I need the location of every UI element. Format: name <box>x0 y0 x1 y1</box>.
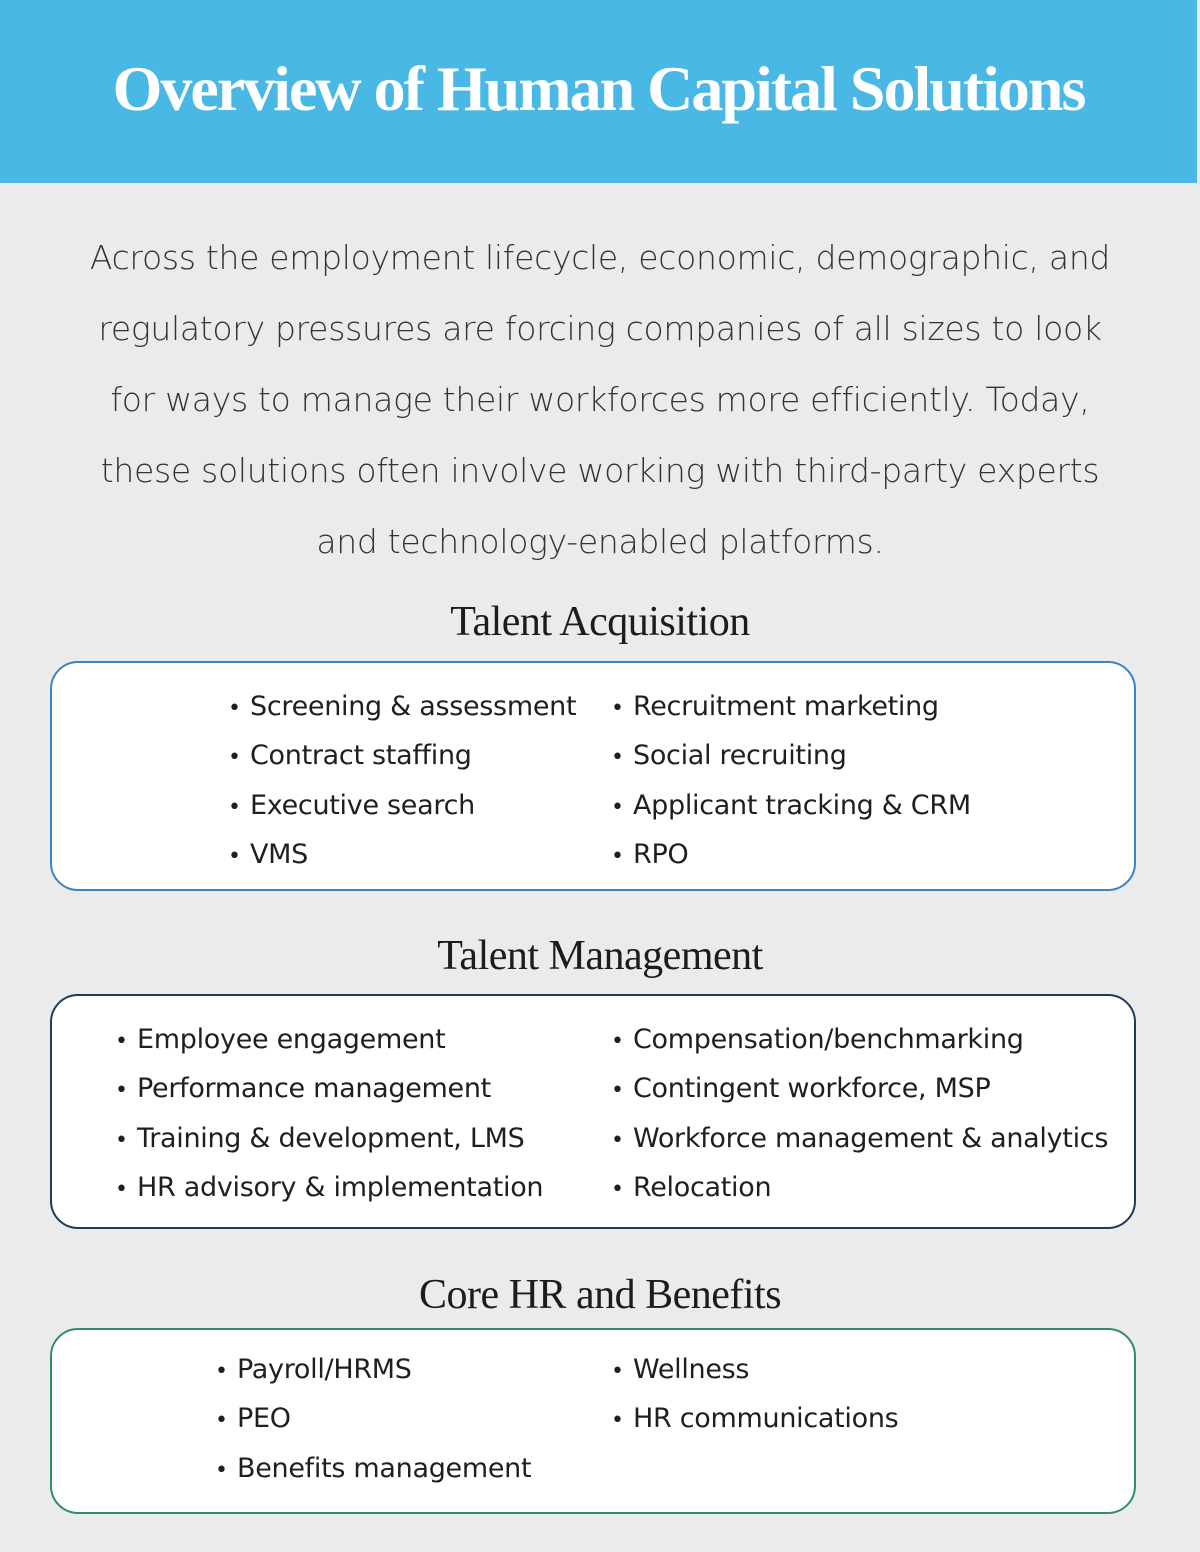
bullet-icon: • <box>611 1127 624 1153</box>
list-item: • VMS <box>228 831 576 880</box>
intro-paragraph <box>70 222 1130 577</box>
core-hr-left-list <box>215 1346 531 1494</box>
intro-line: these solutions often involve working with third-party experts <box>100 451 1100 490</box>
bullet-icon: • <box>228 843 241 869</box>
bullet-icon: • <box>611 1078 624 1104</box>
list-item: • Workforce management & analytics <box>611 1115 1108 1164</box>
bullet-icon: • <box>611 1176 624 1202</box>
list-item: • HR communications <box>611 1395 898 1444</box>
talent-management-right-list <box>611 1016 1108 1213</box>
bullet-icon: • <box>611 1359 624 1384</box>
list-item: • Performance management <box>115 1065 543 1114</box>
section-title-core-hr-benefits: Core HR and Benefits <box>418 1272 782 1318</box>
intro-line: regulatory pressures are forcing companies of all sizes to look <box>98 309 1102 348</box>
bullet-icon: • <box>115 1176 128 1202</box>
section-title-talent-acquisition: Talent Acquisition <box>450 599 750 645</box>
core-hr-right-list <box>611 1346 898 1445</box>
list-item: • Applicant tracking & CRM <box>611 782 971 831</box>
talent-acquisition-right-list <box>611 683 971 880</box>
list-item: • Payroll/HRMS <box>215 1346 531 1395</box>
bullet-icon: • <box>611 794 624 820</box>
bullet-icon: • <box>115 1078 128 1104</box>
intro-line: and technology-enabled platforms. <box>316 522 884 561</box>
bullet-icon: • <box>215 1359 228 1384</box>
bullet-icon: • <box>611 745 624 771</box>
page-title: Overview of Human Capital Solutions <box>112 52 1085 124</box>
list-item: • Screening & assessment <box>228 683 576 732</box>
bullet-icon: • <box>611 843 624 869</box>
intro-line: for ways to manage their workforces more efficiently. Today, <box>110 380 1090 419</box>
bullet-icon: • <box>215 1457 228 1483</box>
intro-line: Across the employment lifecycle, economic, demographic, and <box>89 238 1111 277</box>
list-item: • Contract staffing <box>228 732 576 781</box>
talent-management-box <box>50 994 1136 1229</box>
bullet-icon: • <box>115 1029 128 1054</box>
list-item: • RPO <box>611 831 971 880</box>
talent-acquisition-box <box>50 661 1136 891</box>
header-banner <box>0 0 1197 183</box>
list-item: • Relocation <box>611 1164 1108 1213</box>
bullet-icon: • <box>611 1408 624 1434</box>
bullet-icon: • <box>228 745 241 771</box>
bullet-icon: • <box>228 696 241 721</box>
list-item: • Contingent workforce, MSP <box>611 1065 1108 1114</box>
bullet-icon: • <box>215 1408 228 1434</box>
core-hr-benefits-box <box>50 1328 1136 1514</box>
section-title-talent-management: Talent Management <box>437 933 763 979</box>
list-item: • Compensation/benchmarking <box>611 1016 1108 1065</box>
list-item: • Training & development, LMS <box>115 1115 543 1164</box>
bullet-icon: • <box>611 1029 624 1054</box>
bullet-icon: • <box>611 696 624 721</box>
list-item: • Wellness <box>611 1346 898 1395</box>
bullet-icon: • <box>228 794 241 820</box>
list-item: • Employee engagement <box>115 1016 543 1065</box>
list-item: • Recruitment marketing <box>611 683 971 732</box>
talent-management-left-list <box>115 1016 543 1213</box>
list-item: • Executive search <box>228 782 576 831</box>
list-item: • HR advisory & implementation <box>115 1164 543 1213</box>
list-item: • PEO <box>215 1395 531 1444</box>
bullet-icon: • <box>115 1127 128 1153</box>
talent-acquisition-left-list <box>228 683 576 880</box>
list-item: • Benefits management <box>215 1445 531 1494</box>
list-item: • Social recruiting <box>611 732 971 781</box>
